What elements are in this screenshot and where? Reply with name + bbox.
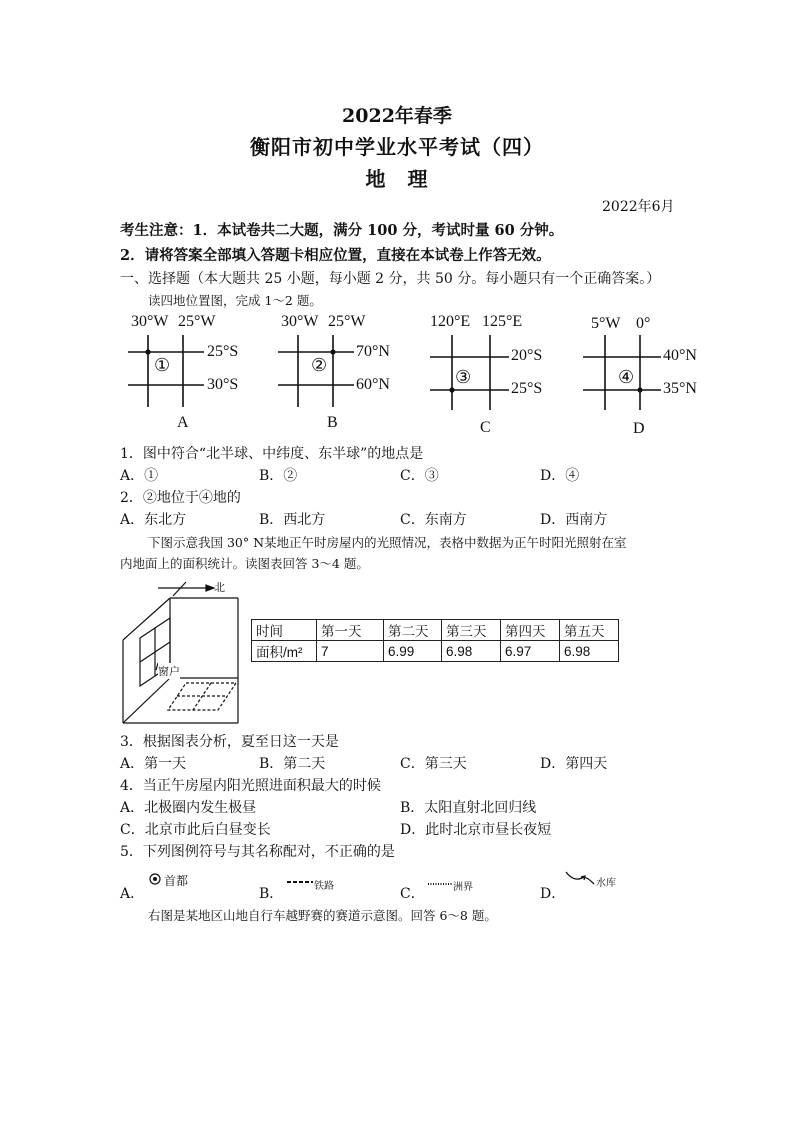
q1-stem: 1．图中符合“北半球、中纬度、东半球”的地点是 — [120, 446, 424, 462]
q1-option-d: D．④ — [540, 468, 580, 484]
grid-a-caption: A — [177, 414, 189, 431]
q2-option-d: D．西南方 — [540, 512, 608, 528]
table-header-cell: 第二天 — [384, 620, 442, 641]
q5-option-a: A． — [120, 886, 145, 902]
grid-a-lon-right: 25°W — [178, 313, 216, 330]
grid-a-lat-top: 25°S — [207, 343, 239, 360]
grid-a-lon-left: 30°W — [131, 313, 169, 330]
exam-date: 2022年6月 — [602, 199, 675, 215]
table-header-cell: 第一天 — [317, 620, 384, 641]
capital-symbol-icon — [148, 872, 162, 886]
grid-b-point — [330, 349, 335, 354]
q5-symbol-d-label: 水库 — [596, 878, 616, 889]
grid-d-point — [637, 387, 642, 392]
grid-c-marker: ③ — [455, 367, 472, 387]
grid-d-marker: ④ — [618, 367, 635, 387]
grid-a-lat-bottom: 30°S — [207, 376, 239, 393]
q2-option-c: C．东南方 — [400, 512, 467, 528]
q5-option-b: B． — [259, 886, 284, 902]
q5-symbol-a-label: 首都 — [164, 874, 189, 888]
q5-symbol-c-label: 洲界 — [453, 882, 473, 893]
table-cell: 6.98 — [560, 641, 619, 662]
grid-b-lat-top: 70°N — [356, 343, 390, 360]
material3-intro: 右图是某地区山地自行车越野赛的赛道示意图。回答 6～8 题。 — [148, 908, 497, 923]
material2-line-1: 下图示意我国 30° N某地正午时房屋内的光照情况，表格中数据为正午时阳光照射在室 — [148, 535, 627, 550]
railway-symbol-icon — [286, 878, 314, 886]
grid-d-caption: D — [633, 420, 645, 437]
grid-c-lat-bottom: 25°S — [511, 380, 543, 397]
q4-option-b: B．太阳直射北回归线 — [400, 800, 537, 816]
q3-option-c: C．第三天 — [400, 756, 467, 772]
continent-boundary-symbol-icon — [427, 880, 453, 888]
q3-option-d: D．第四天 — [540, 756, 608, 772]
material2-line-2: 内地面上的面积统计。读图表回答 3～4 题。 — [120, 556, 369, 571]
q5-option-c: C． — [400, 886, 425, 902]
table-cell: 6.99 — [384, 641, 442, 662]
grid-c-caption: C — [480, 419, 491, 436]
grid-d-lon-left: 5°W — [591, 315, 621, 332]
grid-d-lon-right: 0° — [636, 315, 651, 332]
section-title: 一、选择题（本大题共 25 小题，每小题 2 分，共 50 分。每小题只有一个正确答案。） — [120, 271, 661, 287]
grid-b-caption: B — [327, 414, 338, 431]
grid-c-lon-left: 120°E — [430, 313, 471, 330]
notice-line-1: 考生注意：1．本试卷共二大题，满分 100 分，考试时量 60 分钟。 — [120, 222, 564, 239]
grid-d-lat-bottom: 35°N — [663, 380, 697, 397]
subject-title: 地 理 — [365, 167, 429, 191]
exam-title: 衡阳市初中学业水平考试（四） — [250, 135, 544, 159]
q2-option-a: A．东北方 — [120, 512, 187, 528]
table-header-cell: 第四天 — [501, 620, 560, 641]
grid-d-lat-top: 40°N — [663, 347, 697, 364]
notice-line-2: 2．请将答案全部填入答题卡相应位置，直接在本试卷上作答无效。 — [120, 247, 551, 264]
q4-stem: 4．当正午房屋内阳光照进面积最大的时候 — [120, 778, 381, 794]
grid-b-lon-right: 25°W — [328, 313, 366, 330]
q2-stem: 2．②地位于④地的 — [120, 490, 241, 506]
lat-long-grids-figure — [0, 310, 794, 445]
table-cell: 6.97 — [501, 641, 560, 662]
q4-option-d: D．此时北京市昼长夜短 — [400, 822, 552, 838]
grid-b-lat-bottom: 60°N — [356, 376, 390, 393]
q3-option-a: A．第一天 — [120, 756, 187, 772]
q5-stem: 5．下列图例符号与其名称配对，不正确的是 — [120, 844, 395, 860]
q1-option-a: A．① — [120, 468, 159, 484]
window-label: 窗户 — [158, 665, 180, 678]
q1-option-c: C．③ — [400, 468, 439, 484]
grid-b-lon-left: 30°W — [281, 313, 319, 330]
exam-year-title: 2022年春季 — [342, 105, 452, 127]
section-intro: 读四地位置图，完成 1～2 题。 — [148, 293, 322, 308]
reservoir-symbol-icon — [564, 868, 596, 888]
table-header-cell: 时间 — [252, 620, 317, 641]
table-header-row — [252, 620, 619, 641]
sunlight-area-table — [251, 619, 619, 662]
table-cell: 7 — [317, 641, 384, 662]
grid-a-point — [145, 349, 150, 354]
grid-c-point — [449, 387, 454, 392]
table-row — [252, 641, 619, 662]
grid-c-lon-right: 125°E — [482, 313, 523, 330]
table-header-cell: 第五天 — [560, 620, 619, 641]
q1-option-b: B．② — [259, 468, 298, 484]
north-label: 北 — [214, 581, 225, 594]
q4-option-c: C．北京市此后白昼变长 — [120, 822, 271, 838]
table-header-cell: 第三天 — [442, 620, 501, 641]
grid-c-lat-top: 20°S — [511, 347, 543, 364]
table-cell: 6.98 — [442, 641, 501, 662]
q3-stem: 3．根据图表分析，夏至日这一天是 — [120, 734, 339, 750]
grid-b-marker: ② — [311, 355, 328, 375]
q5-option-d: D． — [540, 886, 566, 902]
table-row-label: 面积/m² — [252, 641, 317, 662]
room-sunlight-diagram — [118, 578, 248, 728]
q4-option-a: A．北极圈内发生极昼 — [120, 800, 257, 816]
grid-a-marker: ① — [154, 355, 171, 375]
q5-symbol-b-label: 铁路 — [314, 881, 334, 892]
q3-option-b: B．第二天 — [259, 756, 326, 772]
q2-option-b: B．西北方 — [259, 512, 326, 528]
